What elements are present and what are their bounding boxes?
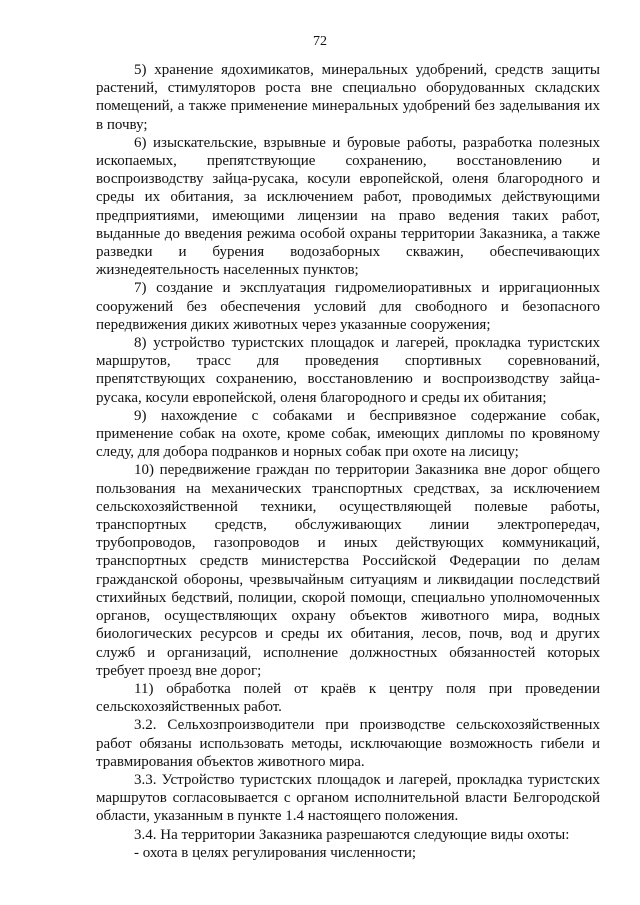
paragraph-section-3-3: 3.3. Устройство туристских площадок и лагерей, прокладка туристских маршрутов согласовывается с органом исполнительной власти Белгородской области, указанным в пункте 1.4 настоящего положения. (96, 771, 600, 825)
paragraph-section-3-4: 3.4. На территории Заказника разрешаются следующие виды охоты: (134, 826, 570, 843)
paragraph-item-7: 7) создание и эксплуатация гидромелиоративных и ирригационных сооружений без обеспечения условий для свободного и безопасного передвижения диких животных через указанные сооружения; (96, 280, 600, 333)
paragraph-item-6: 6) изыскательские, взрывные и буровые работы, разработка полезных ископаемых, препятствующие сохранению, восстановлению и воспроизводству зайца-русака, косули европейской, оленя благородного и среды их обитания, за исключением работ, проводимых действующими предприятиями, имеющими лицензии на право ведения таких работ, выданные до введения режима особой охраны территории Заказника, а также разведки и бурения водозаборных скважин, обеспечивающих жизнедеятельность населенных пунктов; (96, 134, 600, 279)
paragraph-item-8: 8) устройство туристских площадок и лагерей, прокладка туристских маршрутов, трасс для проведения спортивных соревнований, препятствующих сохранению, восстановлению и воспроизводству зайца-русака, косули европейской, оленя благородного и среды их обитания; (96, 335, 600, 406)
document-body (96, 61, 600, 862)
paragraph-section-3-2: 3.2. Сельхозпроизводители при производстве сельскохозяйственных работ обязаны использовать методы, исключающие возможность гибели и травмирования объектов животного мира. (96, 717, 600, 770)
paragraph-hunting-type-item: - охота в целях регулирования численности; (134, 844, 417, 861)
paragraph-item-10: 10) передвижение граждан по территории Заказника вне дорог общего пользования на механических транспортных средствах, за исключением сельскохозяйственной техники, осуществляющей полевые работы, транспортных средств, обслуживающих линии электропередач, трубопроводов, газопроводов и иных действующих коммуникаций, транспортных средств министерства Российской Федерации по делам гражданской обороны, чрезвычайным ситуациям и ликвидации последствий стихийных бедствий, полиции, скорой помощи, специально уполномоченных органов, осуществляющих охрану объектов животного мира, водных биологических ресурсов и среды их обитания, лесов, почв, вод и других служб и организаций, исполнение должностных обязанностей которых требует проезд вне дорог; (96, 462, 600, 679)
paragraph-item-11: 11) обработка полей от краёв к центру поля при проведении сельскохозяйственных работ. (96, 680, 600, 716)
page-number: 72 (313, 34, 327, 49)
paragraph-item-9: 9) нахождение с собаками и беспривязное содержание собак, применение собак на охоте, кроме собак, имеющих дипломы по кровяному следу, для добора подранков и норных собак при охоте на лисицу; (96, 407, 600, 461)
paragraph-item-5: 5) хранение ядохимикатов, минеральных удобрений, средств защиты растений, стимуляторов роста вне специально оборудованных складских помещений, а также применение минеральных удобрений без заделывания их в почву; (96, 62, 600, 133)
